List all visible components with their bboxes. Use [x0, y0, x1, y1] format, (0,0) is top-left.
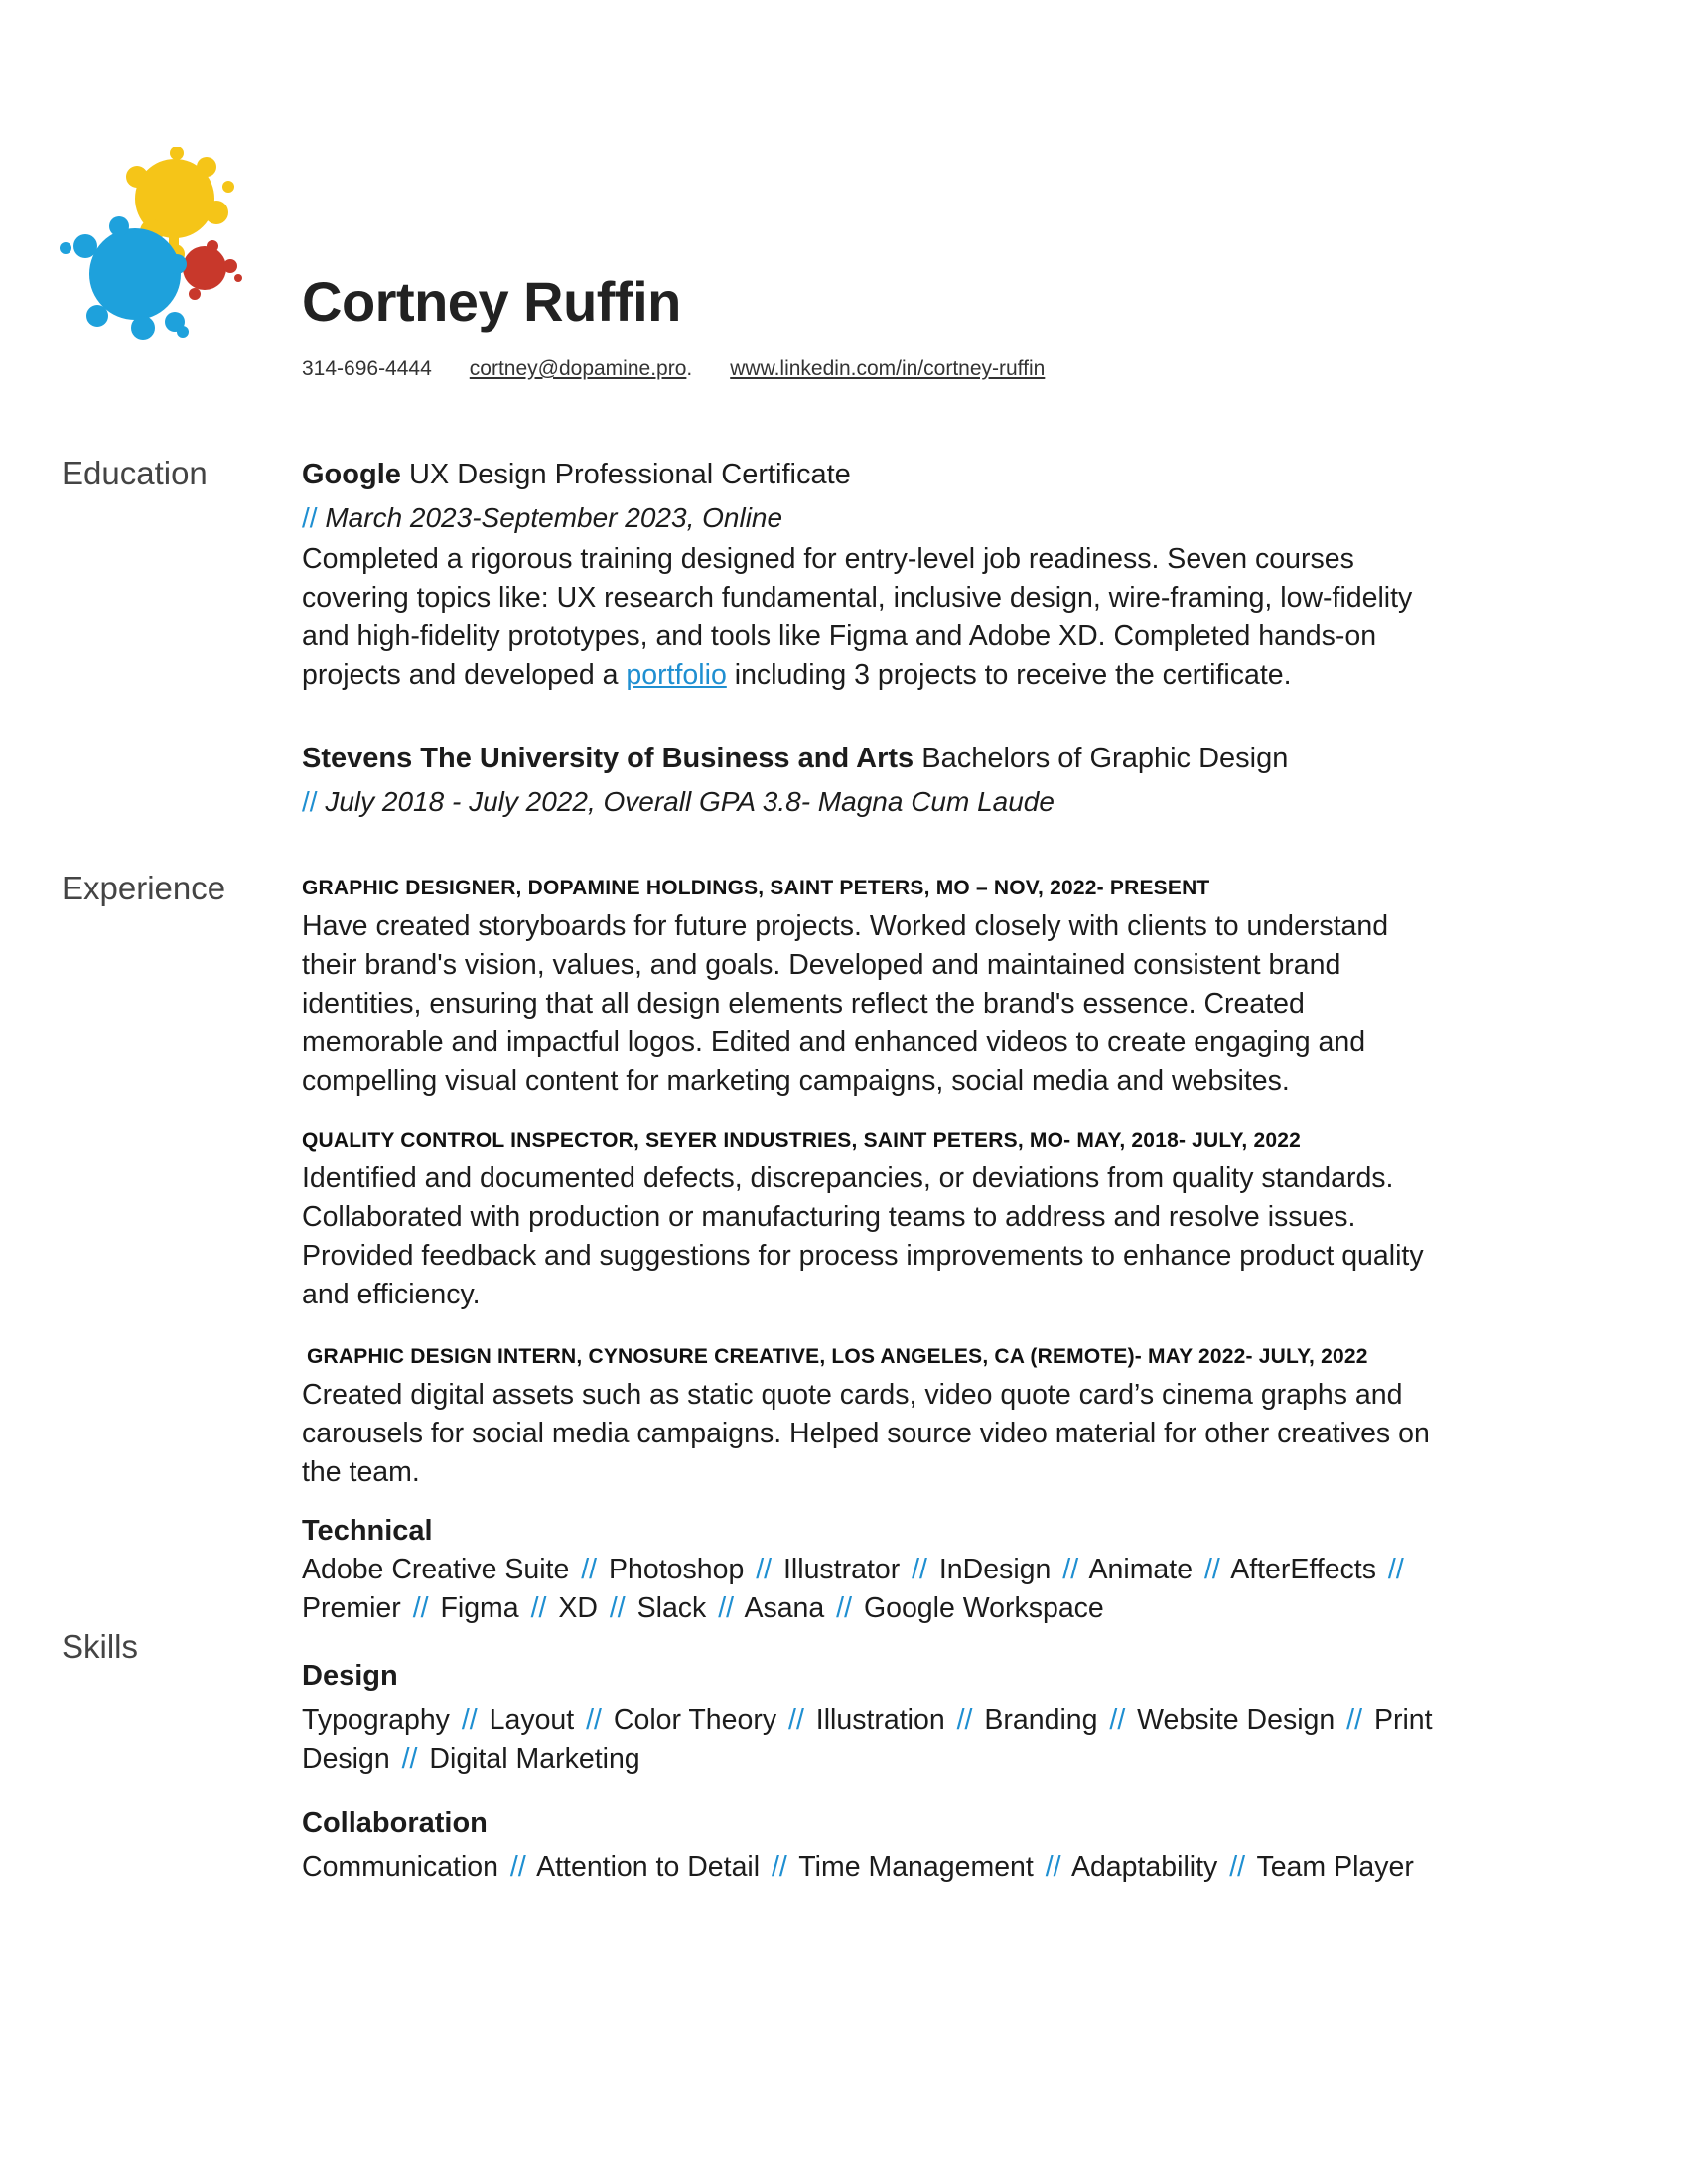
job-description: Have created storyboards for future projects. Worked closely with clients to understand their brand's vision, values, and goals. Developed and maintained consistent brand identities, ensuring that all design elements reflect the brand's essence. Created memorable and impactful logos. Edited and enhanced videos to create engaging and compelling visual content for marketing campaigns, social media and websites. [302, 910, 1389, 1097]
candidate-name: Cortney Ruffin [302, 270, 681, 333]
skill-separator: // [718, 1592, 735, 1624]
skill-group-collaboration [302, 1803, 1444, 1887]
education-entry [302, 737, 1444, 824]
skill-separator: // [1045, 1851, 1061, 1883]
education-description [302, 540, 1444, 695]
skill-list [302, 1551, 1444, 1628]
skill-separator: // [1387, 1554, 1404, 1585]
description-text: Completed a rigorous training designed for entry-level job readiness. Seven courses covering topics like: UX research fundamental, inclusive design, wire-framing, low-fidelity and high-fidelity prototypes, and tools like Figma and Adobe XD. Completed hands-on projects and developed a [302, 543, 1413, 691]
skill-list [302, 1848, 1444, 1887]
section-label-skills: Skills [62, 1628, 139, 1665]
education-org: Stevens The University of Business and Arts [302, 743, 914, 774]
skill-item: Website Design [1137, 1705, 1336, 1736]
education-org: Google [302, 459, 401, 490]
skill-item: Figma [440, 1592, 519, 1624]
skill-separator: // [788, 1705, 804, 1736]
skill-item: Color Theory [613, 1705, 777, 1736]
skill-item: Premier [302, 1592, 401, 1624]
skill-item: Illustration [815, 1705, 945, 1736]
skill-item: XD [558, 1592, 598, 1624]
contact-info [302, 357, 1045, 381]
skill-item: Asana [744, 1592, 825, 1624]
skill-separator: // [1203, 1554, 1220, 1585]
skill-separator: // [772, 1851, 787, 1883]
skill-separator: // [461, 1705, 478, 1736]
skill-item: Attention to Detail [536, 1851, 761, 1883]
slash-separator: // [302, 786, 318, 817]
education-title [302, 737, 1444, 780]
slash-separator: // [302, 502, 318, 533]
skill-item: Slack [636, 1592, 707, 1624]
section-label-education: Education [62, 455, 208, 491]
skill-item: Branding [984, 1705, 1098, 1736]
education-dates: July 2018 - July 2022, Overall GPA 3.8- Magna Cum Laude [325, 786, 1055, 817]
portfolio-link[interactable]: portfolio [626, 659, 727, 691]
education-entry [302, 453, 1444, 695]
skill-separator: // [756, 1554, 773, 1585]
phone-number: 314-696-4444 [302, 357, 432, 380]
skill-item: Digital Marketing [429, 1743, 640, 1775]
skill-group-design [302, 1656, 1444, 1779]
skill-separator: // [530, 1592, 547, 1624]
education-meta [302, 496, 1444, 540]
skill-item: AfterEffects [1230, 1554, 1376, 1585]
skill-item: Print Design [302, 1705, 1433, 1775]
skill-separator: // [1062, 1554, 1079, 1585]
education-program: UX Design Professional Certificate [408, 459, 851, 490]
skill-item: Photoshop [609, 1554, 745, 1585]
job-title: GRAPHIC DESIGN INTERN, CYNOSURE CREATIVE, LOS ANGELES, CA (REMOTE)- MAY 2022- JULY, 2022 [307, 1345, 1368, 1368]
email-link[interactable]: cortney@dopamine.pro [469, 357, 687, 380]
job-description: Identified and documented defects, discrepancies, or deviations from quality standards. Collaborated with production or manufacturing teams to address and resolve issues. Provided feedback and suggestions for process improvements to enhance product quality and efficiency. [302, 1162, 1424, 1310]
linkedin-link[interactable]: www.linkedin.com/in/cortney-ruffin [730, 357, 1046, 380]
email-wrapper [470, 357, 692, 381]
skill-separator: // [836, 1592, 853, 1624]
skill-separator: // [609, 1592, 626, 1624]
email-suffix: . [686, 357, 693, 380]
experience-entry [302, 1126, 1444, 1314]
education-program: Bachelors of Graphic Design [921, 743, 1289, 774]
education-title [302, 453, 1444, 496]
skill-item: Adaptability [1070, 1851, 1218, 1883]
section-label-experience: Experience [62, 870, 226, 906]
skill-item: Adobe Creative Suite [302, 1554, 570, 1585]
skill-separator: // [1346, 1705, 1363, 1736]
skill-item: Communication [302, 1851, 498, 1883]
description-text-end: including 3 projects to receive the certificate. [726, 659, 1292, 691]
skill-separator: // [912, 1554, 927, 1585]
skill-separator: // [401, 1743, 418, 1775]
skill-separator: // [581, 1554, 598, 1585]
experience-entry [302, 1342, 1449, 1492]
skill-item: Layout [489, 1705, 575, 1736]
skill-separator: // [412, 1592, 429, 1624]
experience-entry [302, 874, 1444, 1101]
skill-separator: // [509, 1851, 526, 1883]
skill-list [302, 1702, 1444, 1779]
skill-group-technical [302, 1511, 1444, 1628]
paint-splash-logo [58, 147, 246, 345]
skill-item: Typography [302, 1705, 450, 1736]
skill-separator: // [586, 1705, 602, 1736]
skill-heading: Collaboration [302, 1807, 488, 1839]
education-dates: March 2023-September 2023, Online [325, 502, 783, 533]
job-title: QUALITY CONTROL INSPECTOR, SEYER INDUSTRIES, SAINT PETERS, MO- MAY, 2018- JULY, 2022 [302, 1129, 1301, 1152]
skill-item: InDesign [938, 1554, 1052, 1585]
skill-heading: Technical [302, 1515, 433, 1547]
skill-item: Animate [1088, 1554, 1194, 1585]
skill-separator: // [956, 1705, 973, 1736]
skill-separator: // [1229, 1851, 1246, 1883]
skill-item: Illustrator [783, 1554, 901, 1585]
skill-separator: // [1109, 1705, 1126, 1736]
skill-item: Time Management [798, 1851, 1034, 1883]
job-title: GRAPHIC DESIGNER, DOPAMINE HOLDINGS, SAINT PETERS, MO – NOV, 2022- PRESENT [302, 877, 1210, 899]
skill-heading: Design [302, 1660, 398, 1692]
education-meta [302, 780, 1444, 824]
red-splash [183, 240, 242, 300]
job-description: Created digital assets such as static quote cards, video quote card’s cinema graphs and carousels for social media campaigns. Helped source video material for other creatives on the team. [302, 1379, 1430, 1488]
skill-item: Team Player [1256, 1851, 1414, 1883]
skill-item: Google Workspace [863, 1592, 1104, 1624]
